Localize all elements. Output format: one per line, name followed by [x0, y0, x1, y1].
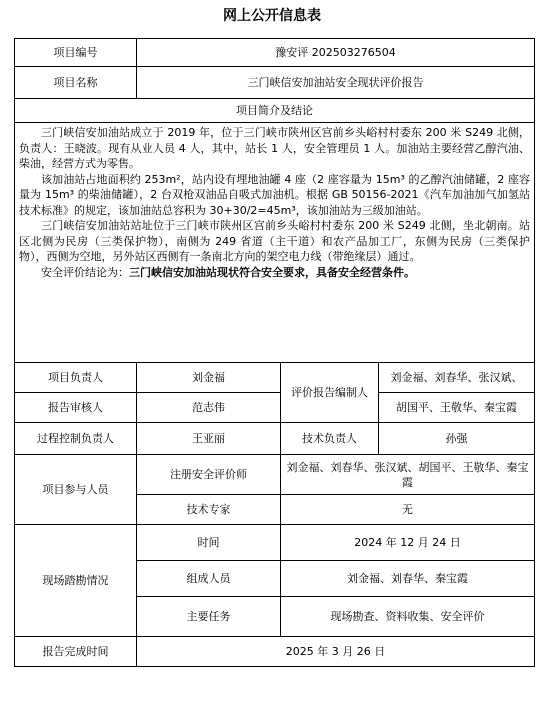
survey-time-label: 时间 — [137, 525, 281, 561]
registered-assessors-label: 注册安全评价师 — [137, 455, 281, 495]
conclusion-label: 安全评价结论为： — [41, 265, 129, 279]
survey-tasks-label: 主要任务 — [137, 597, 281, 637]
summary-conclusion — [19, 265, 530, 281]
conclusion-value: 三门峡信安加油站现状符合安全要求，具备安全经营条件。 — [129, 265, 415, 279]
report-reviewer-label: 报告审核人 — [15, 393, 137, 423]
completion-label: 报告完成时间 — [15, 637, 137, 667]
summary-paragraph-2: 该加油站占地面积约 253m²，站内设有埋地油罐 4 座（2 座容量为 15m³ 的乙醇汽油储罐，2 座容量为 15m³ 的柴油储罐），2 台双枪双油品自吸式加油机。根据 GB 50156-2021《汽车加油加气加氢站技术标准》的规定，该加油站总容积为 30+30/2=45m³，该加油站为三级加油站。 — [19, 172, 531, 217]
row-project-name — [15, 67, 535, 99]
survey-members-value: 刘金福、刘春华、秦宝霞 — [281, 561, 535, 597]
project-name-value: 三门峡信安加油站安全现状评价报告 — [137, 67, 535, 99]
survey-members-label: 组成人员 — [137, 561, 281, 597]
summary-body — [15, 123, 535, 363]
page-title: 网上公开信息表 — [223, 8, 321, 24]
project-leader-label: 项目负责人 — [15, 363, 137, 393]
row-process-control — [15, 423, 535, 455]
report-reviewer-value: 范志伟 — [137, 393, 281, 423]
summary-heading: 项目简介及结论 — [15, 99, 535, 123]
project-number-value: 豫安评 202503276504 — [137, 39, 535, 67]
survey-time-value: 2024 年 12 月 24 日 — [281, 525, 535, 561]
project-name-label: 项目名称 — [15, 67, 137, 99]
summary-paragraph-3: 三门峡信安加油站站址位于三门峡市陕州区宫前乡头峪村村委东 200 米 S249 北侧，坐北朝南。站区北侧为民房（三类保护物），南侧为 249 省道（主干道）和农产品加工厂，东侧为民房（三类保护物），西侧为空地，另外站区西侧有一条南北方向的架空电力线（带绝缘层）通过。 — [19, 219, 531, 263]
summary-paragraph-1: 三门峡信安加油站成立于 2019 年，位于三门峡市陕州区宫前乡头峪村村委东 200 米 S249 北侧，负责人：王晓波。现有从业人员 4 人，其中，站长 1 人，安全管理员 1 人。加油站主要经营乙醇汽油、柴油，经营方式为零售。 — [19, 126, 531, 170]
row-survey-time — [15, 525, 535, 561]
registered-assessors-value: 刘金福、刘春华、张汉斌、胡国平、王敬华、秦宝霞 — [281, 455, 535, 495]
participants-label: 项目参与人员 — [15, 455, 137, 525]
row-project-leader — [15, 363, 535, 393]
row-summary-heading — [15, 99, 535, 123]
process-controller-label: 过程控制负责人 — [15, 423, 137, 455]
survey-tasks-value: 现场勘查、资料收集、安全评价 — [281, 597, 535, 637]
project-leader-value: 刘金福 — [137, 363, 281, 393]
row-summary-body — [15, 123, 535, 363]
completion-value: 2025 年 3 月 26 日 — [137, 637, 535, 667]
row-registered-assessors — [15, 455, 535, 495]
report-compilers-line-1: 刘金福、刘春华、张汉斌、 — [379, 363, 535, 393]
row-completion-time — [15, 637, 535, 667]
project-number-label: 项目编号 — [15, 39, 137, 67]
report-compilers-label: 评价报告编制人 — [281, 363, 379, 423]
report-compilers-line-2: 胡国平、王敬华、秦宝霞 — [379, 393, 535, 423]
process-controller-value: 王亚丽 — [137, 423, 281, 455]
technical-experts-value: 无 — [281, 495, 535, 525]
technical-experts-label: 技术专家 — [137, 495, 281, 525]
row-project-number — [15, 39, 535, 67]
site-survey-label: 现场踏勘情况 — [15, 525, 137, 637]
info-table — [14, 38, 535, 667]
technical-leader-label: 技术负责人 — [281, 423, 379, 455]
technical-leader-value: 孙强 — [379, 423, 535, 455]
row-report-reviewer — [15, 393, 535, 423]
